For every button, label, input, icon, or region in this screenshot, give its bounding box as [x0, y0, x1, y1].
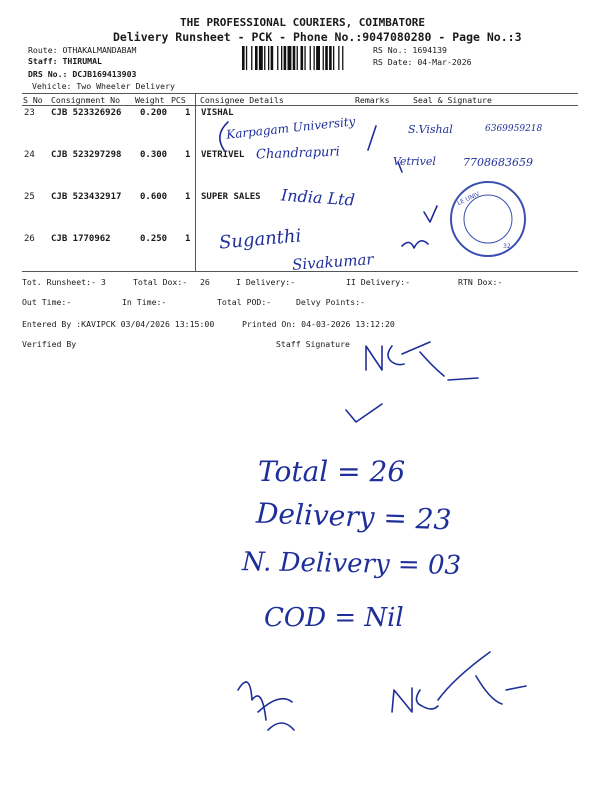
col-consignment: Consignment No: [51, 95, 121, 105]
rs-date: RS Date: 04-Mar-2026: [373, 57, 472, 67]
staff-signature-mark: [366, 342, 478, 380]
entered-by: Entered By :KAVIPCK 03/04/2026 13:15:00: [22, 319, 215, 329]
handwritten-phone-row2: 7708683659: [463, 156, 533, 169]
ink-slash: [368, 126, 376, 150]
i-delivery: I Delivery:-: [236, 277, 296, 287]
barcode-bar: [316, 46, 320, 70]
row-consignment: CJB 523297298: [51, 150, 122, 160]
row-sno: 23: [24, 108, 35, 118]
row-pcs: 1: [185, 108, 191, 118]
barcode-bar: [268, 46, 269, 70]
barcode-bar: [259, 46, 263, 70]
row-weight: 0.600: [140, 192, 168, 202]
rtn-dox: RTN Dox:-: [458, 277, 503, 287]
row-consignee: VISHAL: [201, 108, 234, 118]
row-pcs: 1: [185, 150, 191, 160]
delivery-seal: [447, 178, 529, 260]
handwritten-phone-row1: 6369959218: [485, 124, 543, 134]
vehicle-label: Vehicle: Two Wheeler Delivery: [32, 81, 175, 91]
barcode-bar: [314, 46, 315, 70]
ii-delivery: II Delivery:-: [346, 277, 411, 287]
tally-n-delivery: N. Delivery = 03: [241, 547, 462, 581]
handwritten-note-row3: India Ltd: [280, 185, 356, 210]
barcode-bar: [288, 46, 292, 70]
tot-runsheet: Tot. Runsheet:- 3: [22, 277, 106, 287]
consignee-column-rule: [195, 93, 196, 271]
barcode-bar: [255, 46, 258, 70]
barcode-bar: [293, 46, 296, 70]
row-sno: 25: [24, 192, 35, 202]
barcode-bar: [333, 46, 334, 70]
tally-total: Total = 26: [258, 455, 406, 488]
row-sno: 26: [24, 234, 35, 244]
row-consignment: CJB 1770962: [51, 234, 111, 244]
total-dox-label: Total Dox:-: [133, 277, 188, 287]
signature-right: [392, 652, 526, 712]
signature-left: [238, 682, 294, 730]
handwritten-name-row4-second: Sivakumar: [291, 250, 375, 274]
runsheet-title: THE PROFESSIONAL COURIERS, COIMBATORE: [180, 16, 426, 29]
handwritten-name-row1: S.Vishal: [408, 123, 453, 136]
verified-by: Verified By: [22, 339, 77, 349]
handwritten-name-row4-first: Suganthi: [218, 225, 303, 254]
barcode-bar: [284, 46, 287, 70]
col-sno: S No: [23, 95, 43, 105]
total-pod: Total POD:-: [217, 297, 272, 307]
row-pcs: 1: [185, 234, 191, 244]
seal-text: LE UNIV: [456, 190, 481, 208]
barcode-bar: [329, 46, 332, 70]
barcode-bar: [251, 46, 252, 70]
row-consignee: VETRIVEL: [201, 150, 245, 160]
barcode-bar: [281, 46, 282, 70]
runsheet-subtitle: Delivery Runsheet - PCK - Phone No.:9047080280 - Page No.:3: [113, 30, 522, 44]
col-seal: Seal & Signature: [413, 95, 492, 105]
table-top-rule: [22, 93, 578, 94]
ink-mark-row4: [402, 241, 428, 248]
tally-delivery: Delivery = 23: [255, 496, 452, 537]
route-label: Route: OTHAKALMANDABAM: [28, 45, 137, 55]
drs-number: DRS No.: DCJB169413903: [28, 69, 137, 79]
row-sno: 24: [24, 150, 35, 160]
barcode-bar: [342, 46, 343, 70]
barcode-bar: [277, 46, 278, 70]
table-header-rule: [22, 105, 578, 106]
barcode-bar: [271, 46, 274, 70]
in-time: In Time:-: [122, 297, 167, 307]
row-consignee: SUPER SALES: [201, 192, 261, 202]
tally-cod: COD = Nil: [264, 603, 404, 633]
barcode: [242, 46, 368, 70]
ink-tick-row3: [424, 206, 437, 222]
ink-check: [346, 404, 382, 422]
barcode-bar: [338, 46, 339, 70]
delvy-points: Delvy Points:-: [296, 297, 366, 307]
handwritten-place-row2: Chandrapuri: [255, 144, 341, 163]
barcode-bar: [304, 46, 305, 70]
handwritten-place-row1: Karpagam University: [225, 114, 357, 142]
seal-number: 32: [503, 243, 511, 250]
barcode-bar: [264, 46, 265, 70]
handwritten-name-row2: Vetrivel: [393, 155, 436, 168]
barcode-bar: [323, 46, 324, 70]
staff-label: Staff: THIRUMAL: [28, 56, 102, 66]
col-pcs: PCS: [171, 95, 186, 105]
rs-number: RS No.: 1694139: [373, 45, 447, 55]
barcode-bar: [301, 46, 304, 70]
barcode-bar: [246, 46, 247, 70]
barcode-bar: [310, 46, 311, 70]
barcode-bar: [297, 46, 298, 70]
col-remarks: Remarks: [355, 95, 390, 105]
total-dox-value: 26: [200, 277, 210, 287]
printed-on: Printed On: 04-03-2026 13:12:20: [242, 319, 395, 329]
row-weight: 0.250: [140, 234, 168, 244]
barcode-bar: [242, 46, 245, 70]
row-pcs: 1: [185, 192, 191, 202]
row-consignment: CJB 523432917: [51, 192, 122, 202]
row-consignment: CJB 523326926: [51, 108, 122, 118]
row-weight: 0.200: [140, 108, 168, 118]
barcode-bar: [325, 46, 328, 70]
out-time: Out Time:-: [22, 297, 72, 307]
row-weight: 0.300: [140, 150, 168, 160]
col-weight: Weight: [135, 95, 165, 105]
staff-signature-label: Staff Signature: [276, 339, 350, 349]
col-consignee: Consignee Details: [200, 95, 284, 105]
